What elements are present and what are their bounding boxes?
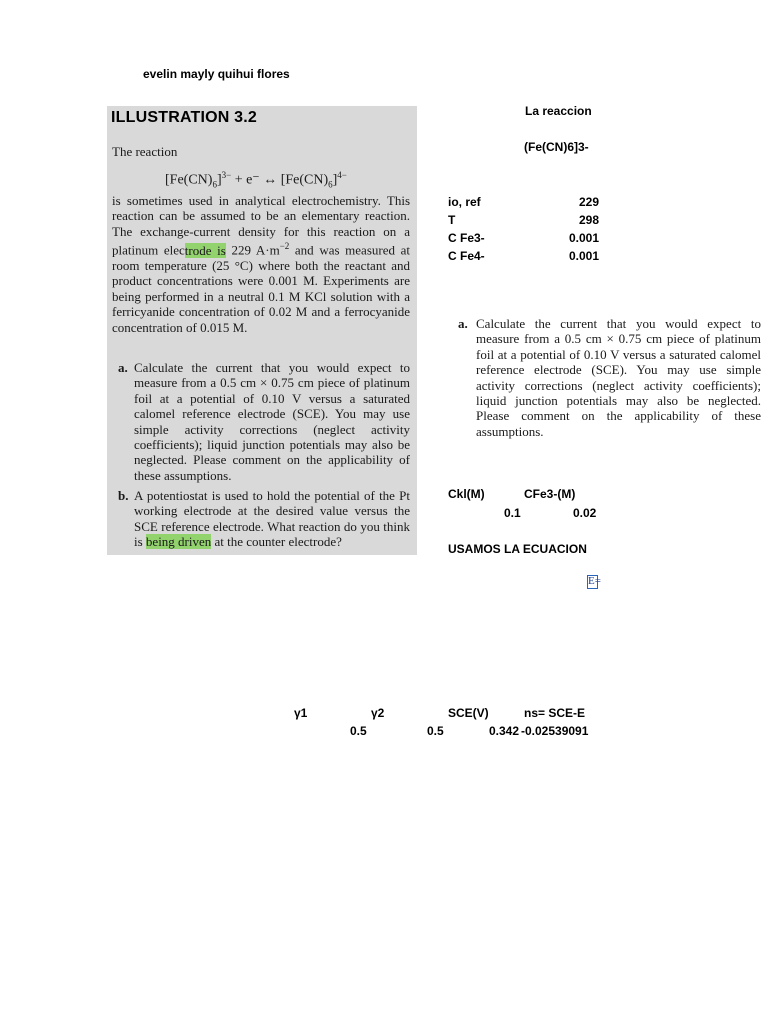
illustration-item-a	[112, 360, 410, 483]
illustration-panel	[107, 106, 417, 555]
param-label: T	[448, 213, 456, 227]
param-value: 229	[578, 195, 599, 209]
question-a-label: a.	[458, 316, 468, 331]
illustration-paragraph: is sometimes used in analytical electrochemistry. This reaction can be assumed to be an elementary reaction. The exchange-current density for this reaction on a platinum electrode is 229 $A\cdot m^{-2}$ and was measured at room temperature (25 °C) where both the reactant and product concentrations were 0.001 M. Experiments are being performed in a neutral 0.1 M KCl solution with a ferricyanide concentration of 0.02 M and a ferrocyanide concentration of 0.015 M.	[112, 193, 410, 335]
param-label: C Fe4-	[448, 249, 485, 263]
param-value: 0.001	[568, 249, 599, 263]
item-b-text: A potentiostat is used to hold the potential of the Pt working electrode at the desired value versus the SCE reference electrode. What reaction do you think is being driven at the counter electrode?	[134, 488, 410, 550]
header-ns: ns= SCE-E	[524, 706, 586, 720]
highlight-trode: trode is	[184, 242, 226, 258]
header-gamma2: γ2	[371, 706, 385, 720]
item-a-text: Calculate the current that you would expect to measure from a 0.5 cm × 0.75 cm piece of platinum foil at a potential of 0.10 V versus a saturated calomel reference electrode (SCE). You may use simple activity corrections (neglect activity coefficients); liquid junction potentials may also be neglected. Please comment on the applicability of these assumptions.	[134, 360, 410, 483]
illustration-item-b	[112, 488, 410, 550]
conc-value-cfe3: 0.02	[573, 506, 597, 520]
value-ns: -0.02539091	[521, 724, 589, 738]
reaction-formula: (Fe(CN)6]3-	[524, 140, 589, 154]
reaction-equation: $[Fe(CN)_6]^{3-} + e^-$ ↔ $[Fe(CN)_6]^{4-}$	[165, 170, 347, 190]
conc-value-ckl: 0.1	[504, 506, 521, 520]
reaction-heading: La reaccion	[525, 104, 592, 118]
conc-header-cfe3: CFe3-(M)	[524, 487, 576, 501]
question-a-text: Calculate the current that you would expect to measure from a 0.5 cm × 0.75 cm piece of platinum foil at a potential of 0.10 V versus a saturated calomel reference electrode (SCE). You may use simple activity corrections (neglect activity coefficients); liquid junction potentials may also be neglected. Please comment on the applicability of these assumptions.	[476, 316, 761, 439]
value-gamma2: 0.5	[427, 724, 444, 738]
value-sce: 0.342	[489, 724, 520, 738]
parameter-table	[448, 195, 608, 265]
usamos-la-ecuacion: USAMOS LA ECUACION	[448, 542, 587, 556]
param-label: C Fe3-	[448, 231, 485, 245]
illustration-lead: The reaction	[112, 144, 178, 159]
param-label: io, ref	[448, 195, 481, 209]
author-name: evelin mayly quihui flores	[143, 67, 290, 81]
item-b-label: b.	[118, 488, 129, 503]
header-sce: SCE(V)	[448, 706, 489, 720]
item-a-label: a.	[118, 360, 128, 375]
highlight-being-driven: being driven	[145, 534, 212, 550]
question-a-copy	[458, 316, 761, 439]
equation-object-icon[interactable]: E=	[588, 575, 601, 587]
param-value: 298	[578, 213, 599, 227]
illustration-title: ILLUSTRATION 3.2	[111, 109, 258, 126]
param-value: 0.001	[568, 231, 599, 245]
header-gamma1: γ1	[294, 706, 308, 720]
value-gamma1: 0.5	[350, 724, 367, 738]
conc-header-ckl: Ckl(M)	[448, 487, 485, 501]
